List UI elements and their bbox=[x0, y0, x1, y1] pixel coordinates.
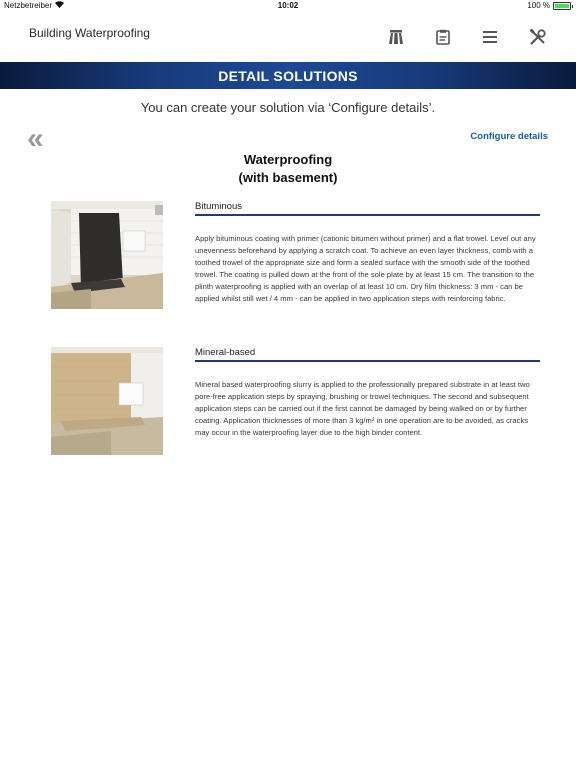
section-title-line1: Waterproofing bbox=[243, 152, 333, 167]
columns-icon[interactable] bbox=[385, 26, 407, 48]
solution-divider bbox=[195, 214, 540, 216]
solution-description: Mineral based waterproofing slurry is applied to the professionally prepared substrate in at least two pore-free application steps by spraying, brushing or trowel techniques. The second and subsequent application steps can be carried out if the first cannot be damaged by being walked on or by further coating. Application thicknesses of more than 3 kg/m² in one operation are to be avoided, as cracks may occur in the waterproofing layer due to the high binder content. bbox=[195, 380, 530, 437]
solution-item-mineral-based[interactable] bbox=[51, 347, 541, 459]
carrier-label: Netzbetreiber bbox=[4, 1, 53, 10]
solution-description: Apply bituminous coating with primer (cationic bitumen without primer) and a flat trowel. Level out any unevenness beforehand by applying a scratch coat. To achieve an even layer thickness, comb with a toothed trowel of the appropriate size and form a sealed surface with the smooth side of the toothed trowel. The coating is pulled down at the front of the sole plate by at least 15 cm. The transition to the plinth waterproofing is applied with an overlap of at least 10 cm. Dry film thickness: 3 mm - can be applied whilst still wet / 4 mm - can be applied in two application steps with reinforcing fabric. bbox=[195, 234, 536, 303]
back-button[interactable]: « bbox=[27, 122, 40, 155]
solution-divider bbox=[195, 360, 540, 362]
battery-icon bbox=[553, 2, 571, 10]
battery-label: 100 % bbox=[527, 1, 550, 10]
bituminous-illustration bbox=[51, 201, 163, 309]
status-right bbox=[527, 1, 571, 10]
section-title bbox=[0, 151, 576, 187]
section-title-line2: (with basement) bbox=[238, 170, 338, 185]
mineral-based-illustration bbox=[51, 347, 163, 455]
app-header bbox=[0, 12, 576, 62]
banner-title: DETAIL SOLUTIONS bbox=[218, 67, 358, 84]
menu-icon[interactable] bbox=[479, 26, 501, 48]
tools-icon[interactable] bbox=[526, 26, 548, 48]
solution-name: Mineral-based bbox=[195, 347, 256, 358]
clipboard-icon[interactable] bbox=[432, 26, 454, 48]
solution-name: Bituminous bbox=[195, 201, 242, 212]
status-bar bbox=[0, 0, 576, 12]
solution-item-bituminous[interactable] bbox=[51, 201, 541, 321]
configure-details-link[interactable]: Configure details bbox=[470, 131, 548, 142]
app-title: Building Waterproofing bbox=[29, 26, 150, 40]
section-banner bbox=[0, 62, 576, 89]
instruction-text: You can create your solution via ‘Configure details’. bbox=[140, 100, 436, 115]
status-time: 10:02 bbox=[277, 1, 299, 10]
